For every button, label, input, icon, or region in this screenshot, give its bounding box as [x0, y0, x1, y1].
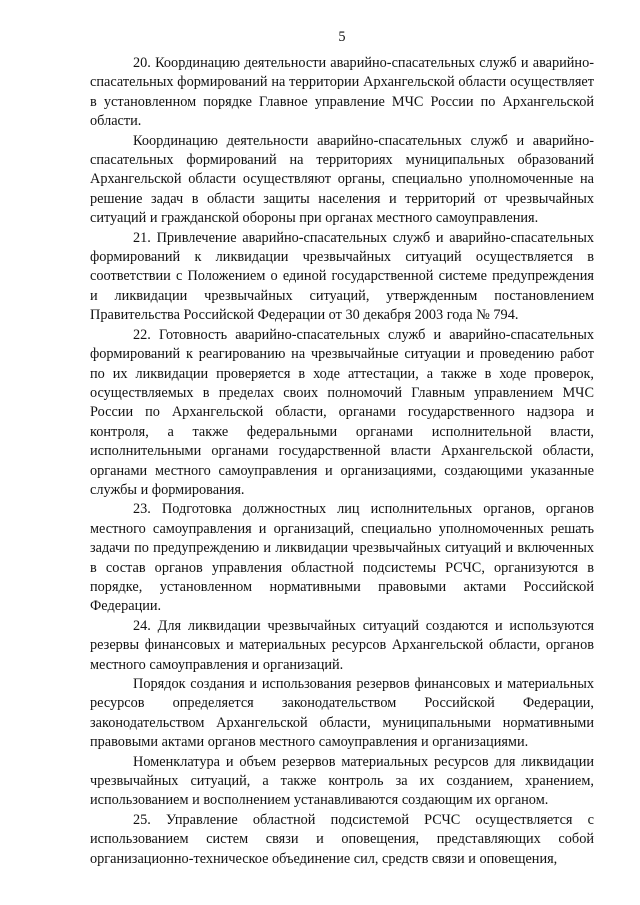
paragraph-25: 25. Управление областной подсистемой РСЧС осуществляется с использованием систем связи и оповещения, представляющих собой организационно-техническое объединение сил, средств связи и оповещения,	[90, 811, 594, 867]
paragraph-24-reserves-procedure: Порядок создания и использования резервов финансовых и материальных ресурсов определяется законодательством Российской Федерации, законодательством Архангельской области, муниципальными нормативными правовыми актами органов местного самоуправления и организациями.	[90, 676, 594, 751]
paragraph-21: 21. Привлечение аварийно-спасательных служб и аварийно-спасательных формирований к ликвидации чрезвычайных ситуаций осуществляется в соответствии с Положением о единой государственной системе предупреждения и ликвидации чрезвычайных ситуаций, утвержденным постановлением Правительства Российской Федерации от 30 декабря 2003 года № 794.	[90, 229, 594, 324]
document-page	[90, 28, 594, 869]
paragraph-23: 23. Подготовка должностных лиц исполнительных органов, органов местного самоуправления и организаций, специально уполномоченных решать задачи по предупреждению и ликвидации чрезвычайных ситуаций и включенных в состав органов управления областной подсистемы РСЧС, организуются в порядке, установленном нормативными правовыми актами Российской Федерации.	[90, 501, 594, 615]
paragraph-24-reserves-nomenclature: Номенклатура и объем резервов материальных ресурсов для ликвидации чрезвычайных ситуаций, а также контроль за их созданием, хранением, использованием и восполнением устанавливаются создающим их органом.	[90, 753, 594, 809]
page-number: 5	[338, 29, 346, 45]
paragraph-20-continuation: Координацию деятельности аварийно-спасательных служб и аварийно-спасательных формирований на территориях муниципальных образований Архангельской области осуществляют органы, специально уполномоченные на решение задач в области защиты населения и территорий от чрезвычайных ситуаций и гражданской обороны при органах местного самоуправления.	[90, 132, 594, 227]
paragraph-22: 22. Готовность аварийно-спасательных служб и аварийно-спасательных формирований к реагированию на чрезвычайные ситуации и проведению работ по их ликвидации проверяется в ходе аттестации, а также в ходе проверок, осуществляемых в пределах своих полномочий Главным управлением МЧС России по Архангельской области, органами государственного надзора и контроля, а также федеральными органами исполнительной власти, исполнительными органами государственной власти Архангельской области, органами местного самоуправления и организациями, создающими указанные службы и формирования.	[90, 326, 594, 498]
paragraph-24: 24. Для ликвидации чрезвычайных ситуаций создаются и используются резервы финансовых и материальных ресурсов Архангельской области, органов местного самоуправления и организаций.	[90, 617, 594, 673]
paragraph-20: 20. Координацию деятельности аварийно-спасательных служб и аварийно-спасательных формирований на территории Архангельской области осуществляет в установленном порядке Главное управление МЧС России по Архангельской области.	[90, 55, 594, 130]
